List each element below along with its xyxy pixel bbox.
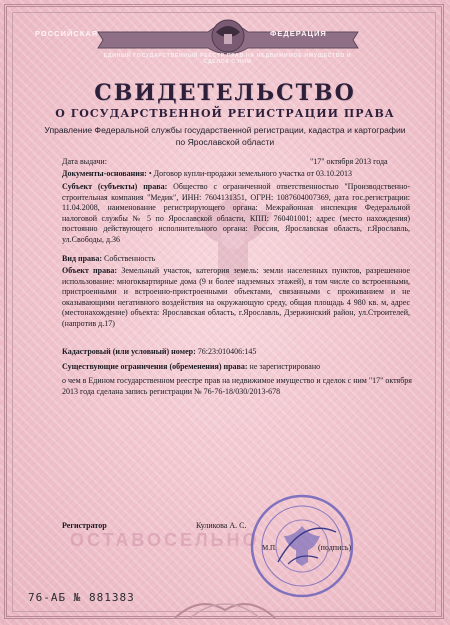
object-value: Земельный участок, категория земель: земли населенных пунктов, разрешенное использование: многоквартирные дома (9 и более надземных этажей), в том числе со встроенными, пристроенными и встроенно-пристроенными объектами, связанными с проживанием и не оказывающими негативного воздействия на окружающую среду, общая площадь 4 980 кв. м, адрес (местонахождение) объекта: Ярославская область, г.Ярославль, Дзержинский район, ул.Строителей, (напротив д.17) xyxy=(62,266,410,328)
subject-label: Субъект (субъекты) права: xyxy=(62,182,168,191)
official-seal xyxy=(248,492,356,600)
encumbrance-row xyxy=(62,362,320,373)
document-subtitle: О ГОСУДАРСТВЕННОЙ РЕГИСТРАЦИИ ПРАВА xyxy=(55,107,395,120)
issuing-agency xyxy=(40,124,410,148)
agency-line-2: по Ярославской области xyxy=(175,137,275,147)
subject-value: Общество с ограниченной ответственностью "Производственно-строительная компания "Медик", ИНН: 7604131351, ОГРН: 1087604007369, дата гос.регистрации: 11.04.2008, наименование регистрирующего органа: Межрайонная инспекция Федеральной налоговой службы № 5 по Ярославской области, КПП: 760401001; адрес (место нахождения) постоянно действующего исполнительного органа: Россия, Ярославская область, г.Ярославль, ул.Свободы, д.36 xyxy=(62,182,410,244)
banner-left-text: РОССИЙСКАЯ xyxy=(35,29,99,38)
object-row xyxy=(62,266,410,329)
encumbrance-value: не зарегистрировано xyxy=(249,362,321,371)
bottom-flourish xyxy=(170,590,280,620)
right-type-label: Вид права: xyxy=(62,254,103,263)
watermark-text: ОСТАВОСЕЛЬНО xyxy=(70,530,260,550)
encumbrance-label: Существующие ограничения (обременения) права: xyxy=(62,362,248,371)
grounds-value: • Договор купли-продажи земельного участка от 03.10.2013 xyxy=(148,169,353,178)
grounds-label: Документы-основания: xyxy=(62,169,147,178)
cadastral-value: 76:23:010406:145 xyxy=(197,347,257,356)
issue-date-label: Дата выдачи: xyxy=(62,157,107,166)
serial-number: 76-АБ № 881383 xyxy=(28,591,135,604)
right-type-value: Собственность xyxy=(104,254,156,263)
document-title: СВИДЕТЕЛЬСТВО xyxy=(94,80,356,106)
registrar-label: Регистратор xyxy=(62,521,107,530)
subject-row xyxy=(62,182,410,245)
signature-label: (подпись) xyxy=(318,543,352,552)
cadastral-row xyxy=(62,347,256,358)
grounds-row xyxy=(62,169,422,180)
object-label: Объект права: xyxy=(62,266,118,275)
agency-line-1: Управление Федеральной службы государственной регистрации, кадастра и картографии xyxy=(44,125,406,135)
cadastral-label: Кадастровый (или условный) номер: xyxy=(62,347,196,356)
banner-subtitle: ЕДИНЫЙ ГОСУДАРСТВЕННЫЙ РЕЕСТР ПРАВ НА НЕДВИЖИМОЕ ИМУЩЕСТВО И СДЕЛОК С НИМ xyxy=(103,53,352,65)
right-type-row xyxy=(62,254,155,265)
issue-date-value: "17" октября 2013 года xyxy=(310,157,388,166)
banner-right-text: ФЕДЕРАЦИЯ xyxy=(270,29,327,38)
mp-label: М.П. xyxy=(262,544,277,552)
registry-record-text: о чем в Едином государственном реестре прав на недвижимое имущество и сделок с ним "17" октября 2013 года сделана запись регистрации № 76-76-18/030/2013-678 xyxy=(62,376,412,396)
registrar-name: Куликова А. С. xyxy=(196,521,247,530)
